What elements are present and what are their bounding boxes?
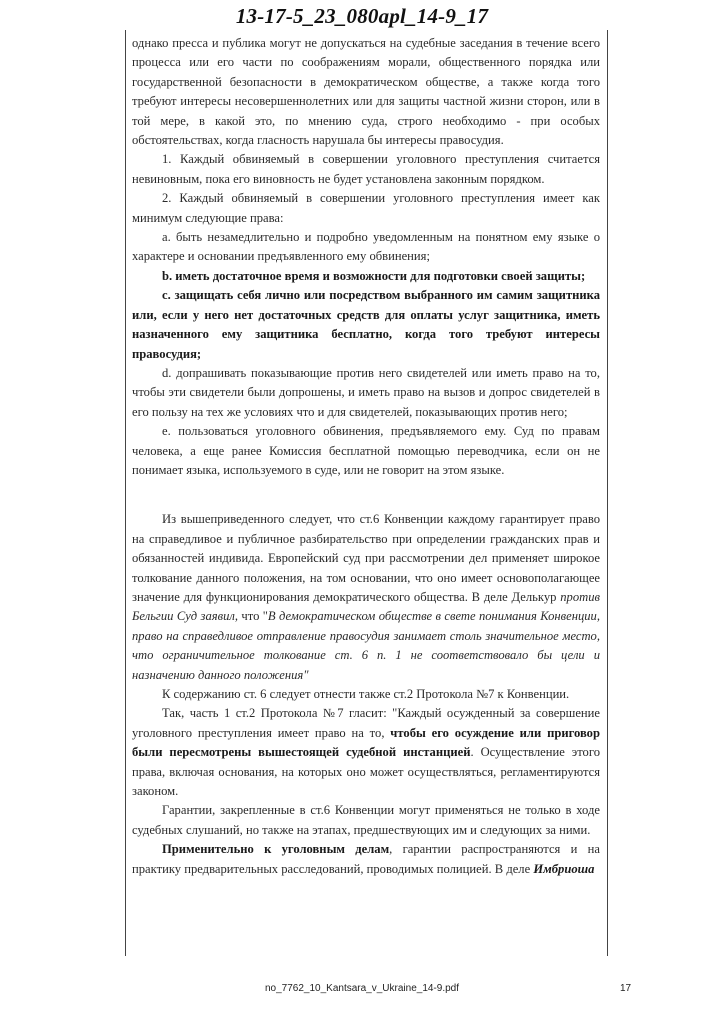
paragraph-criminal-cases xyxy=(132,840,600,879)
protocol-text: Так, часть 1 ст.2 Протокола №7 гласит: "Каждый осужденный за совершение уголовного преступления имеет право на то, xyxy=(132,706,600,740)
case-name-imbrioscia: Имбриоша xyxy=(533,861,595,876)
case-name-delcourt: против Бельгии Суд заявил, xyxy=(132,589,600,624)
criminal-cases-emphasis: Применительно к уголовным делам xyxy=(162,842,390,857)
list-item-d: d. допрашивать показывающие против него свидетелей или иметь право на то, чтобы эти свидетели были допрошены, и иметь право на вызов и допрос свидетелей в его пользу на тех же условиях что и для свидетелей, показывающих против него; xyxy=(132,365,600,419)
analysis-text: Из вышеприведенного следует, что ст.6 Конвенции каждому гарантирует право на справедливое и публичное разбирательство при определении гражданских прав и обязанностей индивида. Европейский суд при рассмотрении дел применяет широкое толкование данного положения, на том основании, что оно имеет основополагающее значение для функционирования демократического общества. В деле Делькур xyxy=(132,512,600,604)
paragraph-presumption: 1. Каждый обвиняемый в совершении уголовного преступления считается невиновным, пока его виновность не будет установлена законным порядком. xyxy=(132,152,600,186)
footer-filename: no_7762_10_Kantsara_v_Ukraine_14-9.pdf xyxy=(264,983,460,994)
list-item-c: c. защищать себя лично или посредством выбранного им самим защитника или, если у него нет достаточных средств для оплаты услуг защитника, иметь назначенного ему защитника бесплатно, когда того требуют интересы правосудия; xyxy=(132,288,600,361)
analysis-quote: В демократическом обществе в свете понимания Конвенции, право на справедливое отправление правосудия занимает столь значительное место, что ограничительное толкование ст. 6 п. 1 не соответствовало бы цели и назначению данного положения" xyxy=(132,609,600,682)
paragraph-protocol-quote xyxy=(132,704,600,801)
paragraph-protocol-ref: К содержанию ст. 6 следует отнести также ст.2 Протокола №7 к Конвенции. xyxy=(162,687,570,701)
paragraph-minimum-rights: 2. Каждый обвиняемый в совершении уголовного преступления имеет как минимум следующие права: xyxy=(132,191,600,225)
list-item-e: e. пользоваться уголовного обвинения, предъявляемого ему. Суд по правам человека, а еще ранее Комиссия бесплатной помощью переводчика, если он не понимает языка, используемого в суде, или не говорит на этом языке. xyxy=(132,424,600,477)
paragraph-guarantees: Гарантии, закрепленные в ст.6 Конвенции могут применяться не только в ходе судебных слушаний, но также на этапах, предшествующих им и следующих за ними. xyxy=(132,803,600,837)
criminal-cases-text: , гарантии распространяются и на практику предварительных расследований, проводимых полицией. В деле xyxy=(132,842,600,876)
list-item-b: b. иметь достаточное время и возможности для подготовки своей защиты; xyxy=(162,268,586,283)
protocol-text-end: . Осуществление этого права, включая основания, на которых оно может осуществляться, регламентируются законом. xyxy=(132,745,600,799)
page-frame-right-border xyxy=(607,30,608,956)
paragraph-gap xyxy=(132,480,600,510)
document-header-title: 13-17-5_23_080apl_14-9_17 xyxy=(235,4,489,28)
list-item-a: a. быть незамедлительно и подробно уведомленным на понятном ему языке о характере и основании предъявленного ему обвинения; xyxy=(132,230,600,264)
page-frame-left-border xyxy=(125,30,126,956)
document-body xyxy=(132,34,600,879)
footer-page-number: 17 xyxy=(620,983,632,994)
protocol-emphasis: чтобы его осуждение или приговор были пересмотрены вышестоящей судебной инстанцией xyxy=(132,725,600,760)
paragraph-publicity: однако пресса и публика могут не допускаться на судебные заседания в течение всего процесса или его части по соображениям морали, общественного порядка или государственной безопасности в демократическом обществе, а также когда того требуют интересы несовершеннолетних или для защиты частной жизни сторон, или в той мере, в какой это, по мнению суда, строго необходимо - при особых обстоятельствах, когда гласность нарушала бы интересы правосудия. xyxy=(132,36,600,148)
paragraph-analysis xyxy=(132,510,600,685)
analysis-quote-open: что " xyxy=(238,609,268,624)
